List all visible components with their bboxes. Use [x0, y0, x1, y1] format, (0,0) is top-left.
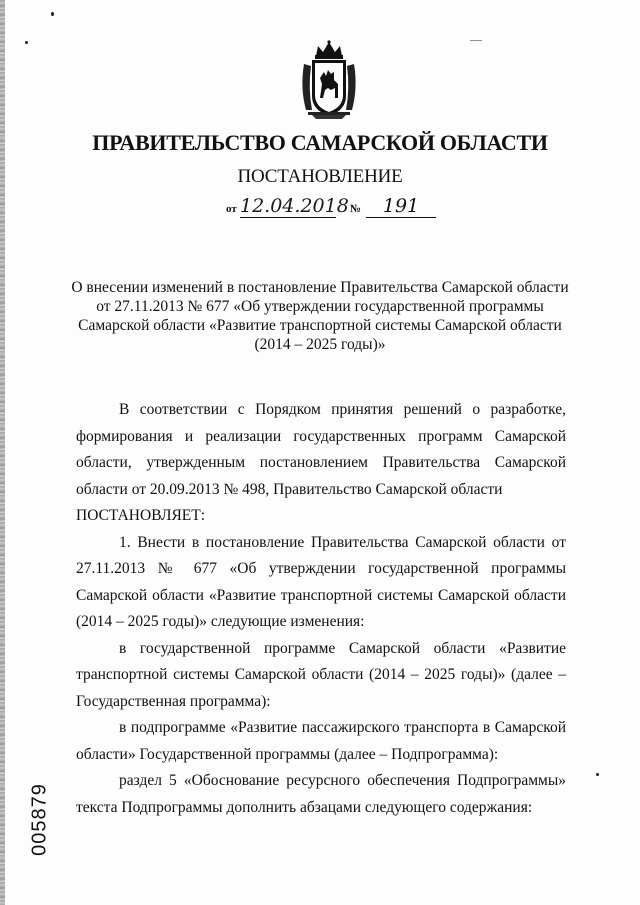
scan-speck — [25, 41, 28, 44]
document-type: ПОСТАНОВЛЕНИЕ — [237, 166, 403, 187]
document-subject — [70, 278, 570, 354]
resolves-keyword: ПОСТАНОВЛЯЕТ: — [76, 507, 206, 524]
scan-speck — [596, 773, 599, 776]
scan-speck — [51, 12, 54, 16]
subject-line: О внесении изменений в постановление Правительства Самарской области — [71, 279, 569, 296]
margin-stamp-number: 005879 — [28, 783, 51, 856]
number-label: № — [350, 203, 362, 215]
date-number-line — [226, 196, 436, 220]
date-label: от — [226, 203, 237, 215]
margin-stamp — [28, 775, 50, 865]
coat-of-arms-icon — [298, 40, 360, 120]
date-value: 12.04.2018 — [240, 195, 349, 217]
body-paragraph: в государственной программе Самарской области «Развитие транспортной системы Самарской области (2014 – 2025 годы)» (далее – Государственная программа): — [76, 639, 566, 710]
subject-line: от 27.11.2013 № 677 «Об утверждении государственной программы — [96, 298, 544, 315]
subject-line: (2014 – 2025 годы)» — [254, 336, 386, 353]
subject-line: Самарской области «Развитие транспортной системы Самарской области — [78, 317, 562, 334]
body-paragraph: В соответствии с Порядком принятия решений о разработке, формирования и реализации государственных программ Самарской области, утвержденным постановлением Правительства Самарской области от 20.09.2013 № 498, Правительство Самарской области — [76, 401, 566, 498]
document-body — [76, 397, 566, 821]
body-paragraph: раздел 5 «Обоснование ресурсного обеспечения Подпрограммы» текста Подпрограммы дополнить абзацами следующего содержания: — [76, 772, 566, 816]
body-paragraph: в подпрограмме «Развитие пассажирского транспорта в Самарской области» Государственной программы (далее – Подпрограмма): — [76, 719, 566, 763]
government-title: ПРАВИТЕЛЬСТВО САМАРСКОЙ ОБЛАСТИ — [92, 130, 548, 155]
number-value: 191 — [366, 195, 436, 218]
scan-speck — [470, 40, 482, 41]
body-paragraph: 1. Внести в постановление Правительства Самарской области от 27.11.2013 № 677 «Об утверждении государственной программы Самарской области «Развитие транспортной системы Самарской области (2014 – 2025 годы)» следующие изменения: — [76, 533, 566, 630]
